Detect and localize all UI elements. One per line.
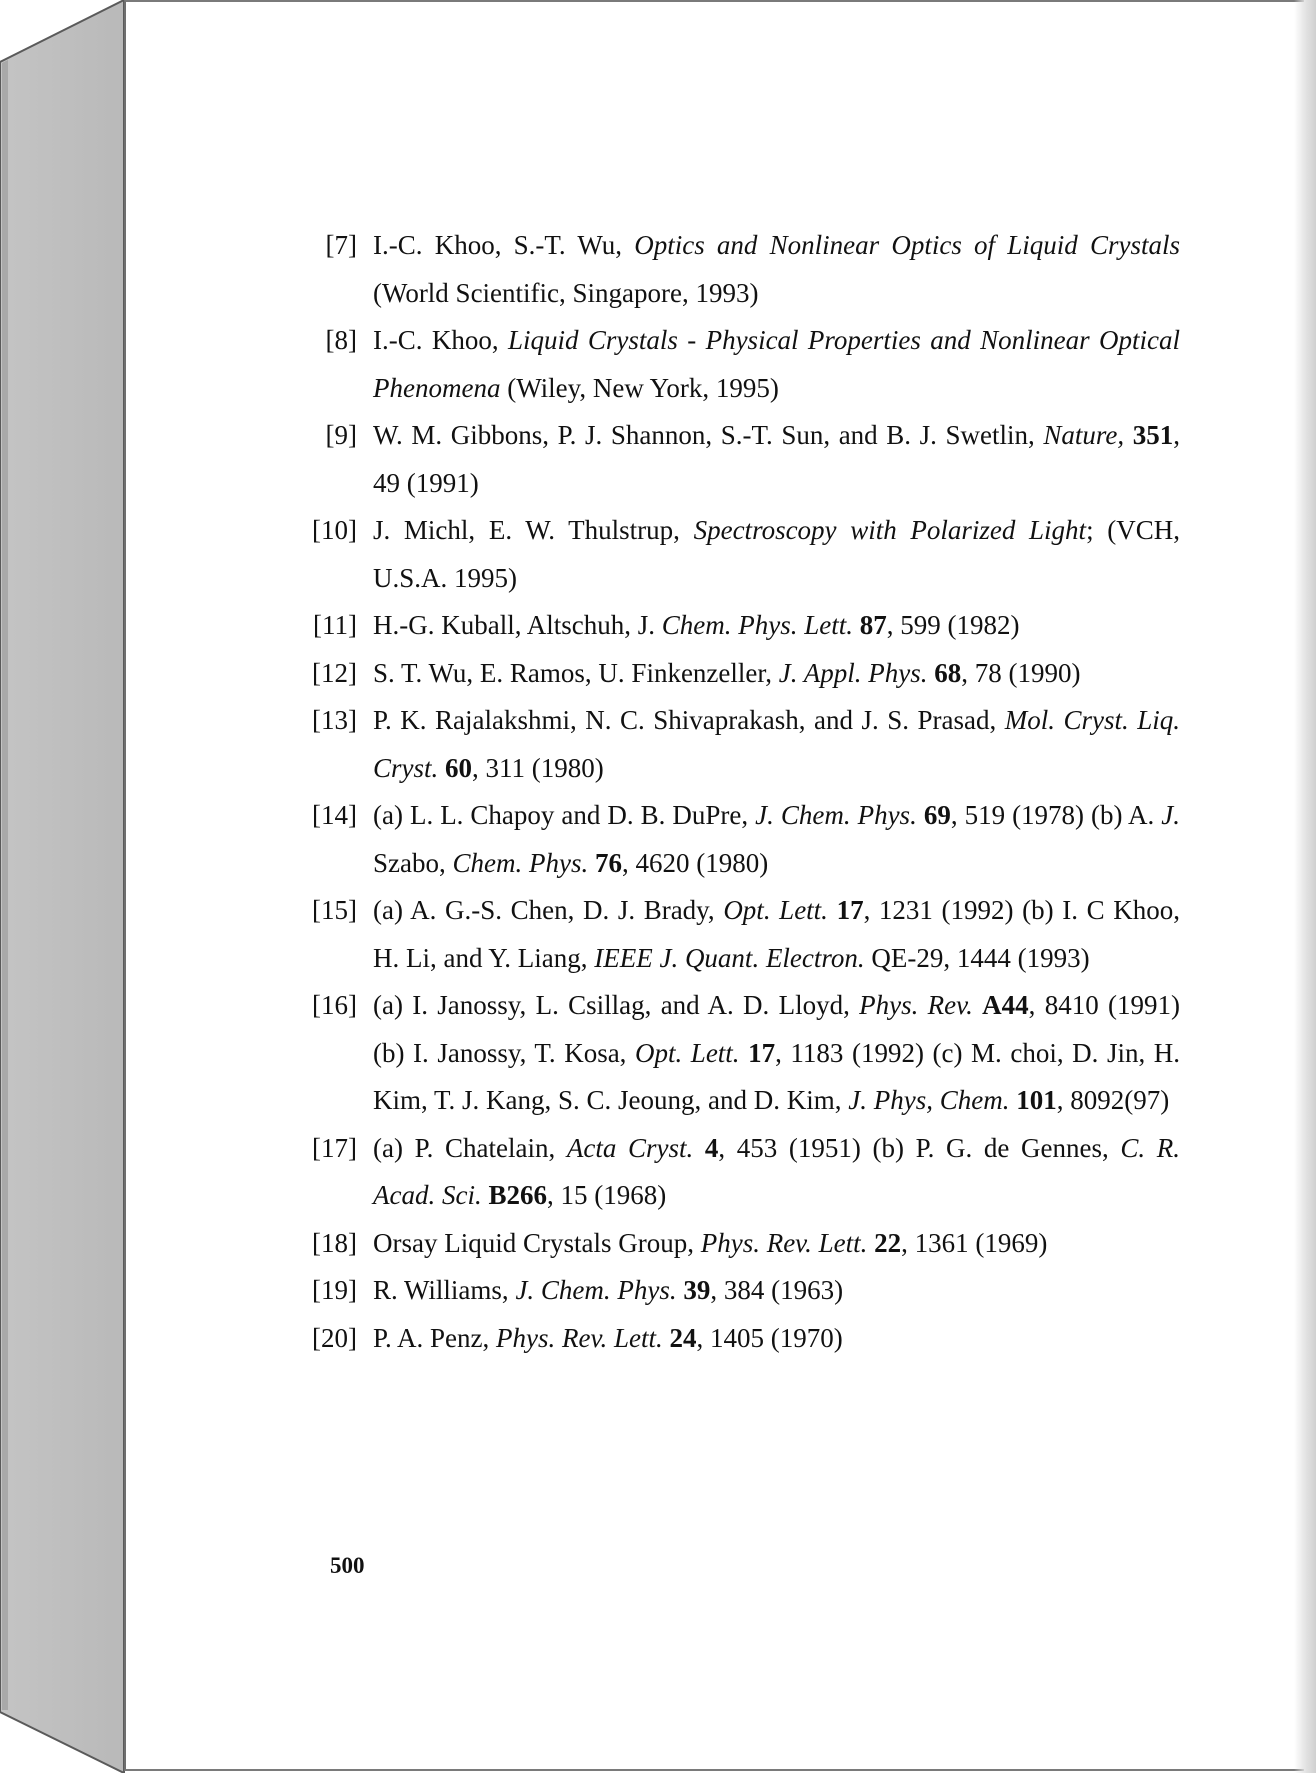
citation-title: J. Phys, Chem. <box>848 1085 1010 1115</box>
reference-item <box>305 792 1180 887</box>
citation-text: , 519 (1978) (b) A. <box>950 800 1162 830</box>
reference-number: [11] <box>313 610 357 640</box>
citation-title: Optics and Nonlinear Optics of Liquid Crystals <box>634 230 1180 260</box>
citation-text <box>853 610 860 640</box>
citation-text: , 49 (1991) <box>373 420 1180 498</box>
citation-text: , 78 (1990) <box>961 657 1081 688</box>
citation-text: I.-C. Khoo, <box>373 325 508 355</box>
reference-item <box>305 1315 1180 1363</box>
reference-text <box>373 420 1180 498</box>
citation-text: QE-29, 1444 (1993) <box>864 942 1090 973</box>
citation-text: (World Scientific, Singapore, 1993) <box>373 277 759 308</box>
citation-title: Mol. Cryst. Liq. Cryst. <box>373 705 1180 783</box>
citation-title: Opt. Lett. <box>723 895 828 925</box>
citation-text: Orsay Liquid Crystals Group, <box>373 1227 701 1258</box>
citation-text <box>693 1133 705 1163</box>
citation-text: , 311 (1980) <box>472 752 604 783</box>
reference-text <box>373 1133 1180 1211</box>
reference-text <box>373 610 1019 640</box>
reference-item <box>305 222 1180 317</box>
citation-text: , 4620 (1980) <box>621 847 769 878</box>
citation-volume: 69 <box>923 800 951 830</box>
citation-title: Liquid Crystals - Physical Properties and Nonlinear Optical Phenomena <box>373 325 1180 403</box>
citation-text: J. Michl, E. W. Thulstrup, <box>373 515 694 545</box>
reference-text <box>373 1275 843 1305</box>
reference-item <box>305 1125 1180 1220</box>
reference-item <box>305 697 1180 792</box>
citation-text: , 599 (1982) <box>886 610 1020 640</box>
citation-text: , 1361 (1969) <box>901 1227 1048 1258</box>
reference-item <box>305 982 1180 1125</box>
reference-number: [17] <box>312 1132 357 1163</box>
citation-title: Chem. Phys. <box>452 847 589 878</box>
citation-text: S. T. Wu, E. Ramos, U. Finkenzeller, <box>373 657 779 688</box>
citation-text <box>1124 420 1133 450</box>
reference-text <box>373 1323 843 1353</box>
reference-number: [13] <box>312 705 357 735</box>
citation-text: Szabo, <box>373 847 453 878</box>
citation-text: ; (VCH, U.S.A. 1995) <box>373 515 1180 593</box>
citation-text: H.-G. Kuball, Altschuh, J. <box>373 610 662 640</box>
reference-text <box>373 658 1081 688</box>
reference-text <box>373 230 1180 308</box>
citation-text <box>588 848 595 878</box>
citation-text <box>740 1038 749 1068</box>
reference-item <box>305 507 1180 602</box>
citation-volume: 60 <box>445 752 473 783</box>
citation-text <box>828 895 837 925</box>
citation-text: R. Williams, <box>373 1275 516 1305</box>
reference-item <box>305 602 1180 650</box>
citation-text: , 1231 (1992) (b) I. C Khoo, H. Li, and Y. Liang, <box>373 895 1180 973</box>
reference-number: [14] <box>312 800 357 830</box>
reference-text <box>373 325 1180 403</box>
reference-item <box>305 317 1180 412</box>
reference-text <box>373 895 1180 973</box>
reference-item <box>305 887 1180 982</box>
citation-text: (a) P. Chatelain, <box>373 1132 567 1163</box>
citation-volume: 24 <box>669 1322 697 1353</box>
citation-title: Phys. Rev. <box>859 990 973 1020</box>
citation-title: J. <box>1161 800 1180 830</box>
citation-text: , 453 (1951) (b) P. G. de Gennes, <box>718 1132 1121 1163</box>
citation-volume: 87 <box>859 610 887 640</box>
citation-text: (a) L. L. Chapoy and D. B. DuPre, <box>373 800 756 830</box>
page-number: 500 <box>330 1553 365 1578</box>
citation-text: , 1405 (1970) <box>696 1322 843 1353</box>
citation-text: I.-C. Khoo, S.-T. Wu, <box>373 230 635 260</box>
reference-number: [15] <box>312 895 357 925</box>
reference-number: [19] <box>312 1275 357 1305</box>
citation-title: Acta Cryst. <box>566 1132 694 1163</box>
citation-title: Phys. Rev. Lett. <box>496 1322 663 1353</box>
reference-number: [20] <box>312 1322 357 1353</box>
reference-item <box>305 1220 1180 1268</box>
reference-number: [9] <box>325 420 357 450</box>
citation-volume: 39 <box>683 1275 711 1305</box>
citation-volume: 76 <box>594 847 622 878</box>
citation-title: Chem. Phys. Lett. <box>661 610 853 640</box>
reference-number: [18] <box>312 1227 357 1258</box>
citation-text: P. K. Rajalakshmi, N. C. Shivaprakash, and J. S. Prasad, <box>373 705 1005 735</box>
citation-text <box>973 990 982 1020</box>
citation-title: IEEE J. Quant. Electron. <box>594 942 865 973</box>
citation-text: P. A. Penz, <box>373 1322 497 1353</box>
citation-volume: 4 <box>704 1132 719 1163</box>
page-edge-shadow <box>1294 0 1316 1773</box>
citation-title: C. R. Acad. Sci. <box>373 1132 1180 1210</box>
citation-title: Phys. Rev. Lett. <box>700 1227 868 1258</box>
citation-title: J. Chem. Phys. <box>515 1275 677 1305</box>
citation-text: , 15 (1968) <box>546 1180 667 1210</box>
citation-volume: 101 <box>1016 1085 1057 1115</box>
citation-text: , 8092(97) <box>1056 1085 1170 1115</box>
reference-item <box>305 1267 1180 1315</box>
citation-title: Opt. Lett. <box>635 1037 740 1068</box>
reference-item <box>305 650 1180 698</box>
citation-volume: A44 <box>982 990 1029 1020</box>
reference-text <box>373 1228 1047 1258</box>
citation-text: (a) A. G.-S. Chen, D. J. Brady, <box>373 895 724 925</box>
citation-title: Nature, <box>1043 420 1125 450</box>
citation-text: , 8410 (1991) (b) I. Janossy, T. Kosa, <box>373 990 1180 1068</box>
reference-text <box>373 990 1180 1115</box>
citation-volume: 22 <box>874 1227 902 1258</box>
citation-title: J. Appl. Phys. <box>778 657 928 688</box>
citation-volume: 351 <box>1132 420 1174 450</box>
citation-title: J. Chem. Phys. <box>755 800 917 830</box>
reference-text <box>373 800 1180 878</box>
citation-text: , 384 (1963) <box>710 1275 844 1305</box>
citation-volume: 68 <box>934 657 962 688</box>
citation-title: Spectroscopy with Polarized Light <box>693 515 1087 545</box>
citation-volume: 17 <box>748 1037 776 1068</box>
citation-text <box>438 753 445 783</box>
reference-text <box>373 515 1180 593</box>
reference-number: [7] <box>325 230 357 260</box>
reference-number: [8] <box>325 325 357 355</box>
citation-text: (a) I. Janossy, L. Csillag, and A. D. Lloyd, <box>373 990 860 1020</box>
citation-text: (Wiley, New York, 1995) <box>500 372 779 403</box>
citation-volume: 17 <box>836 895 864 925</box>
reference-number: [16] <box>312 990 357 1020</box>
reference-number: [10] <box>312 515 357 545</box>
citation-text <box>917 800 924 830</box>
book-cover-side <box>0 0 126 1773</box>
reference-number: [12] <box>312 657 357 688</box>
reference-text <box>373 705 1180 783</box>
citation-text: W. M. Gibbons, P. J. Shannon, S.-T. Sun, and B. J. Swetlin, <box>373 420 1044 450</box>
citation-volume: B266 <box>488 1180 547 1210</box>
reference-item <box>305 412 1180 507</box>
citation-text: , 1183 (1992) (c) M. choi, D. Jin, H. Kim, T. J. Kang, S. C. Jeoung, and D. Kim, <box>373 1037 1181 1115</box>
reference-list <box>305 222 1180 1362</box>
